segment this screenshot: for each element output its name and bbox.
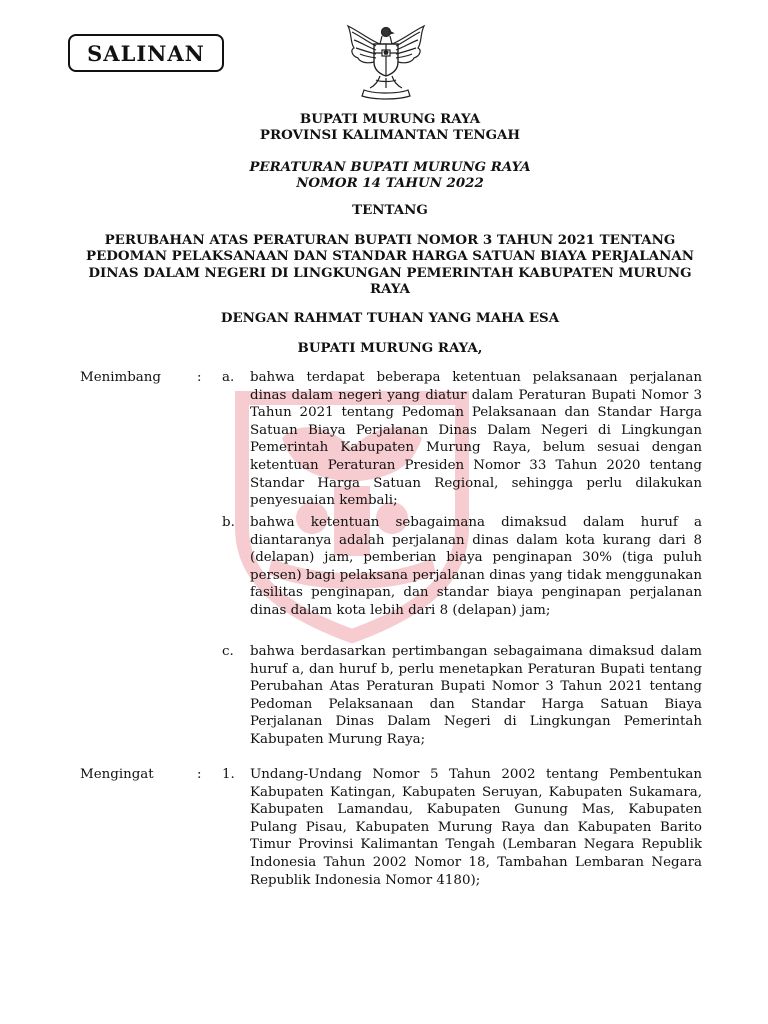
mengingat-label: Mengingat: [80, 767, 154, 782]
header-block: [80, 111, 700, 143]
mengingat-item-1-text: Undang-Undang Nomor 5 Tahun 2002 tentang Pembentukan Kabupaten Katingan, Kabupaten Seruyan, Kabupaten Sukamara, Kabupaten Lamandau, Kabupaten Gunung Mas, Kabupaten Pulang Pisau, Kabupaten Murung Raya dan Kabupaten Barito Timur Provinsi Kalimantan Tengah (Lembaran Negara Republik Indonesia Tahun 2002 Nomor 18, Tambahan Lembaran Negara Republik Indonesia Nomor 4180);: [250, 767, 702, 888]
regent-address: BUPATI MURUNG RAYA,: [297, 340, 483, 356]
menimbang-item-b-text: bahwa ketentuan sebagaimana dimaksud dalam huruf a diantaranya adalah perjalanan dinas dalam kota kurang dari 8 (delapan) jam, pemberian biaya penginapan 30% (tiga puluh persen) bagi pelaksana perjalanan dinas yang tidak menggunakan fasilitas penginapan, dan standar biaya penginapan perjalanan dinas dalam kota lebih dari 8 (delapan) jam;: [250, 515, 702, 618]
stamp-label: SALINAN: [87, 40, 205, 66]
mengingat-colon: :: [197, 767, 202, 782]
regulation-heading: PERATURAN BUPATI MURUNG RAYA: [249, 159, 531, 175]
menimbang-colon: :: [197, 370, 202, 385]
menimbang-item-c-mark: c.: [222, 644, 234, 659]
regulation-block: [80, 159, 700, 191]
menimbang-item-c-text: bahwa berdasarkan pertimbangan sebagaimana dimaksud dalam huruf a, dan huruf b, perlu menetapkan Peraturan Bupati tentang Perubahan Atas Peraturan Bupati Nomor 3 Tahun 2021 tentang Pedoman Pelaksanaan dan Standar Harga Satuan Biaya Perjalanan Dinas Dalam Negeri di Lingkungan Pemerintah Kabupaten Murung Raya;: [250, 644, 702, 747]
blessing-heading: DENGAN RAHMAT TUHAN YANG MAHA ESA: [220, 310, 560, 326]
province-heading: PROVINSI KALIMANTAN TENGAH: [259, 127, 521, 143]
menimbang-label: Menimbang: [80, 370, 161, 385]
salinan-stamp: [68, 34, 224, 72]
menimbang-item-b-mark: b.: [222, 515, 235, 530]
about-heading: TENTANG: [352, 202, 428, 218]
mengingat-item-1-mark: 1.: [222, 767, 235, 782]
regent-heading: BUPATI MURUNG RAYA: [299, 111, 481, 127]
regulation-title: PERUBAHAN ATAS PERATURAN BUPATI NOMOR 3 TAHUN 2021 TENTANG PEDOMAN PELAKSANAAN DAN STANDAR HARGA SATUAN BIAYA PERJALANAN DINAS DALAM NEGERI DI LINGKUNGAN PEMERINTAH KABUPATEN MURUNG RAYA: [86, 232, 694, 298]
menimbang-item-a-text: bahwa terdapat beberapa ketentuan pelaksanaan perjalanan dinas dalam negeri yang diatur dalam Peraturan Bupati Nomor 3 Tahun 2021 tentang Pedoman Pelaksanaan dan Standar Harga Satuan Biaya Perjalanan Dinas Dalam Negeri di Lingkungan Pemerintah Kabupaten Murung Raya, belum sesuai dengan ketentuan Peraturan Presiden Nomor 33 Tahun 2020 tentang Standar Harga Satuan Regional, sehingga perlu dilakukan penyesuaian kembali;: [250, 370, 702, 509]
garuda-emblem-icon: [340, 22, 432, 100]
menimbang-item-a-mark: a.: [222, 370, 235, 385]
regulation-number: NOMOR 14 TAHUN 2022: [296, 175, 484, 191]
